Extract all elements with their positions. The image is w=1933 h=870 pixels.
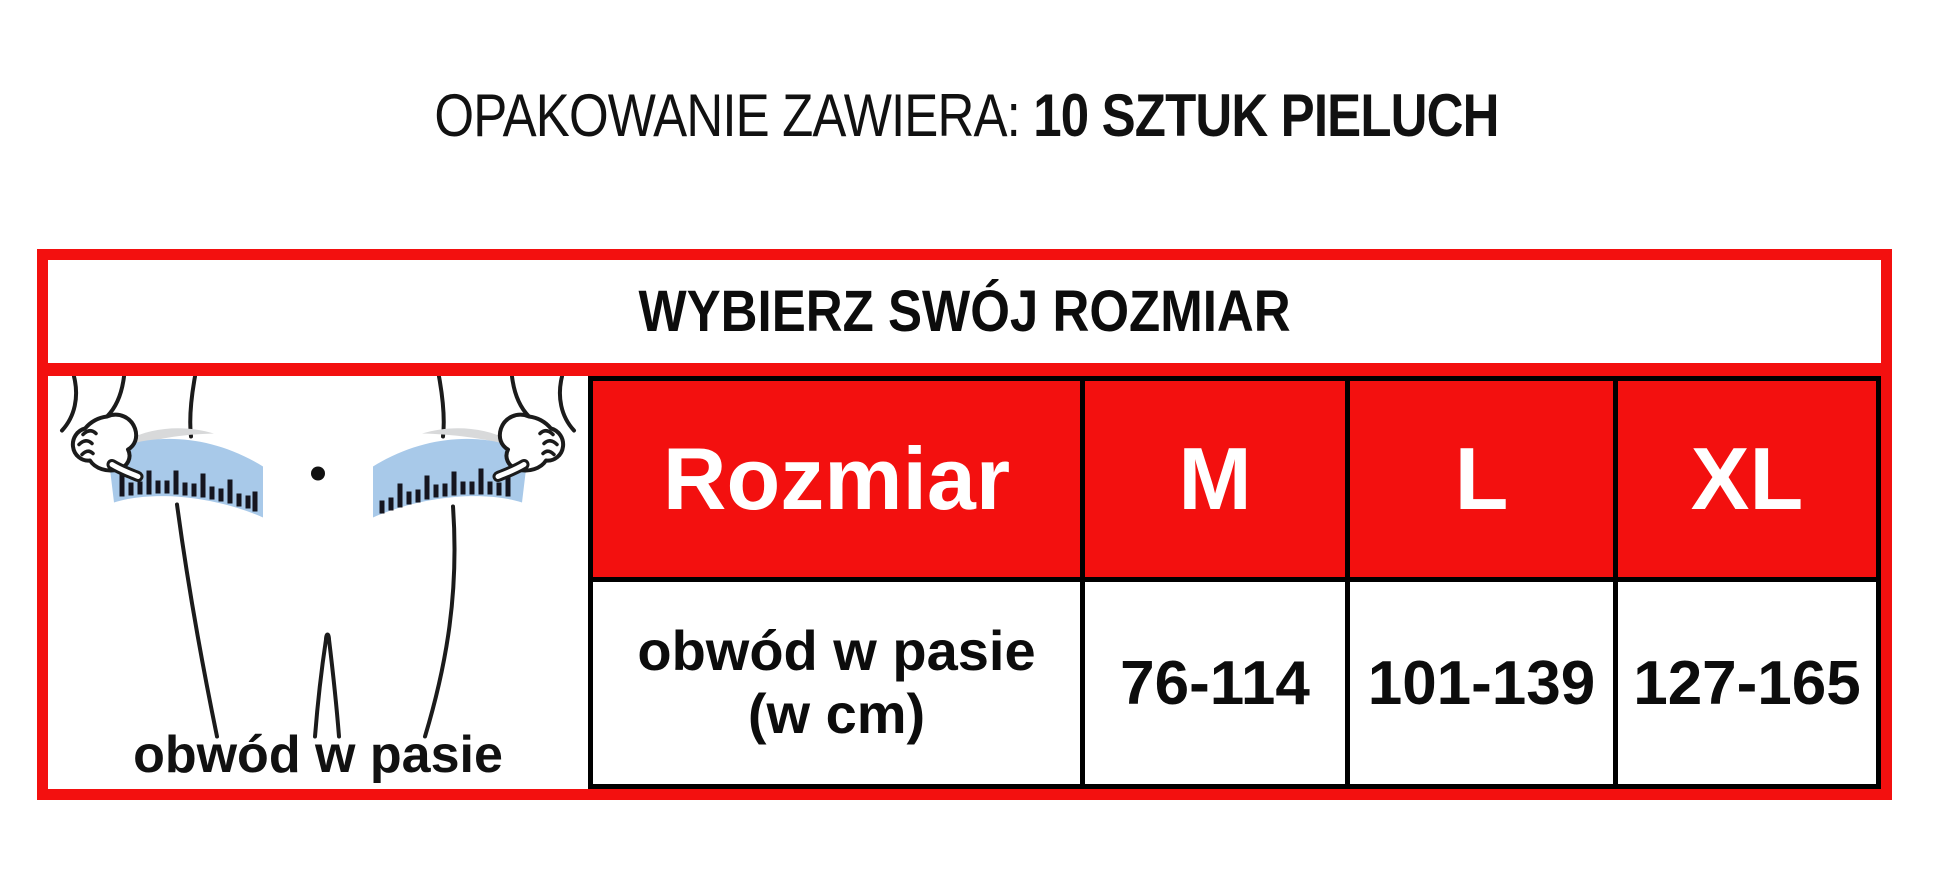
pointing-hand-left — [62, 377, 138, 477]
page-title-prefix: OPAKOWANIE ZAWIERA: — [434, 82, 1034, 149]
row-label-line2: (w cm) — [747, 682, 926, 745]
size-box-main — [48, 376, 1881, 789]
header-cell-size-m: M — [1085, 381, 1345, 577]
size-box-header — [48, 260, 1881, 363]
page-title — [145, 82, 1788, 149]
size-table — [588, 376, 1881, 789]
value-cell-xl: 127-165 — [1618, 582, 1876, 784]
page-title-highlight: 10 SZTUK PIELUCH — [1033, 82, 1499, 149]
header-cell-rozmiar: Rozmiar — [593, 381, 1080, 577]
size-box — [37, 249, 1892, 800]
navel-dot — [311, 467, 325, 481]
header-cell-size-xl: XL — [1618, 381, 1876, 577]
value-cell-l: 101-139 — [1350, 582, 1613, 784]
size-box-header-label: WYBIERZ SWÓJ ROZMIAR — [638, 279, 1291, 344]
header-divider — [48, 363, 1881, 376]
waist-figure-panel — [48, 376, 588, 789]
header-cell-size-l: L — [1350, 381, 1613, 577]
value-cell-m: 76-114 — [1085, 582, 1345, 784]
figure-caption: obwód w pasie — [133, 726, 503, 784]
row-label-cell — [593, 582, 1080, 784]
pointing-hand-right — [498, 377, 574, 477]
row-label-line1: obwód w pasie — [637, 619, 1036, 683]
